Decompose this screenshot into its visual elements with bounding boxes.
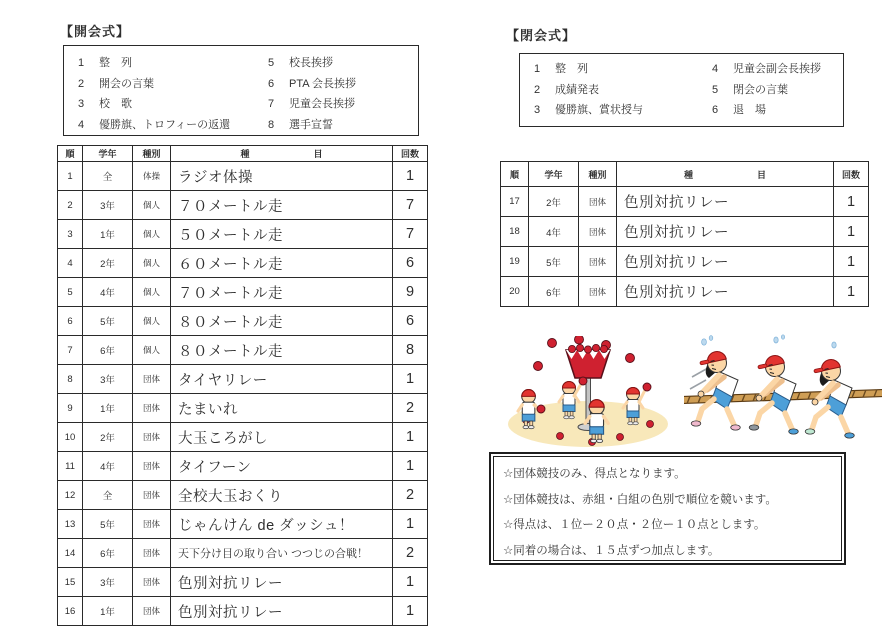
header-grade: 学年 [83, 146, 133, 162]
event-no-cell: 2 [58, 191, 83, 220]
event-grade-cell: 6年 [83, 336, 133, 365]
event-no-cell: 4 [58, 249, 83, 278]
tug-of-war-illustration [684, 333, 882, 451]
event-row [58, 394, 428, 423]
event-grade-cell: 5年 [83, 307, 133, 336]
header-event [171, 146, 393, 162]
note-line: ☆同着の場合は、１５点ずつ加点します。 [503, 544, 720, 557]
ceremony-item-label: 成績発表 [555, 83, 599, 96]
event-count-cell: 1 [834, 187, 869, 217]
event-event-cell: 色別対抗リレー [171, 597, 393, 626]
opening-ceremony-title: 【開会式】 [60, 24, 131, 39]
table-header-row [58, 146, 428, 162]
event-no-cell: 20 [501, 277, 529, 307]
ceremony-item [78, 115, 268, 136]
ceremony-item [268, 115, 356, 136]
basket [566, 344, 610, 378]
event-type-cell: 団体 [579, 217, 617, 247]
opening-ceremony-list-left [78, 53, 268, 135]
sweat-drops [702, 335, 837, 348]
event-count-cell: 2 [393, 481, 428, 510]
header-no: 順 [58, 146, 83, 162]
ceremony-item-label: 校長挨拶 [289, 57, 333, 69]
ceremony-item [78, 53, 268, 74]
ceremony-item-number: 6 [268, 77, 275, 90]
event-event-cell: 色別対抗リレー [617, 247, 834, 277]
event-row [501, 217, 869, 247]
event-grade-cell: 3年 [83, 365, 133, 394]
event-grade-cell: 2年 [83, 249, 133, 278]
event-count-cell: 2 [393, 394, 428, 423]
note-line: ☆団体競技は、赤組・白組の色別で順位を競います。 [503, 493, 777, 506]
event-event-cell: じゃんけん de ダッシュ！ [171, 510, 393, 539]
event-count-cell: 1 [834, 247, 869, 277]
ceremony-item [268, 53, 356, 74]
event-type-cell: 団体 [133, 452, 171, 481]
event-count-cell: 1 [834, 277, 869, 307]
header-event-1: 種 [240, 149, 250, 159]
header-type: 種別 [133, 146, 171, 162]
ceremony-item [268, 94, 356, 115]
event-row [58, 249, 428, 278]
event-type-cell: 団体 [133, 365, 171, 394]
ceremony-item [712, 59, 821, 80]
ceremony-item [534, 59, 712, 80]
event-type-cell: 個人 [133, 307, 171, 336]
event-count-cell: 1 [393, 452, 428, 481]
event-count-cell: 1 [393, 365, 428, 394]
event-event-cell: タイフーン [171, 452, 393, 481]
event-count-cell: 1 [393, 597, 428, 626]
event-type-cell: 個人 [133, 336, 171, 365]
event-type-cell: 団体 [133, 568, 171, 597]
table-header-row [501, 162, 869, 187]
event-no-cell: 11 [58, 452, 83, 481]
header-event [617, 162, 834, 187]
event-grade-cell: 4年 [83, 452, 133, 481]
ceremony-item-number: 2 [78, 77, 85, 90]
ceremony-item-label: 開会の言葉 [99, 77, 154, 90]
event-event-cell: ラジオ体操 [171, 162, 393, 191]
ceremony-item [712, 100, 821, 121]
event-no-cell: 9 [58, 394, 83, 423]
ceremony-item [534, 100, 712, 121]
ceremony-item [712, 80, 821, 101]
event-event-cell: ６０メートル走 [171, 249, 393, 278]
tamaire-illustration [502, 336, 676, 450]
event-row [501, 187, 869, 217]
event-row [501, 247, 869, 277]
event-type-cell: 団体 [133, 394, 171, 423]
event-count-cell: 6 [393, 307, 428, 336]
event-no-cell: 17 [501, 187, 529, 217]
event-event-cell: 天下分け目の取り合い つつじの合戦！ [171, 539, 393, 568]
event-event-cell: ８０メートル走 [171, 336, 393, 365]
ceremony-item-number: 1 [78, 57, 85, 69]
event-count-cell: 8 [393, 336, 428, 365]
event-grade-cell: 6年 [83, 539, 133, 568]
event-event-cell: 全校大玉おくり [171, 481, 393, 510]
ceremony-item-number: 5 [268, 57, 275, 69]
closing-ceremony-list-left [534, 59, 712, 126]
event-row [58, 162, 428, 191]
event-no-cell: 14 [58, 539, 83, 568]
event-type-cell: 団体 [133, 481, 171, 510]
event-no-cell: 6 [58, 307, 83, 336]
ceremony-item-label: 選手宣誓 [289, 118, 333, 131]
ceremony-item-number: 4 [712, 63, 719, 75]
event-count-cell: 2 [393, 539, 428, 568]
event-grade-cell: 5年 [83, 510, 133, 539]
event-count-cell: 1 [393, 162, 428, 191]
event-type-cell: 体操 [133, 162, 171, 191]
event-grade-cell: 4年 [529, 217, 579, 247]
header-type: 種別 [579, 162, 617, 187]
event-no-cell: 7 [58, 336, 83, 365]
event-event-cell: 色別対抗リレー [171, 568, 393, 597]
event-row [58, 423, 428, 452]
event-row [501, 277, 869, 307]
event-count-cell: 7 [393, 220, 428, 249]
event-event-cell: タイヤリレー [171, 365, 393, 394]
ceremony-item-label: 整 列 [99, 57, 132, 69]
ceremony-item-number: 2 [534, 83, 541, 96]
closing-ceremony-box [519, 53, 844, 127]
ceremony-item-label: 優勝旗、トロフィーの返還 [99, 118, 231, 131]
ceremony-item-label: 整 列 [555, 63, 588, 75]
event-no-cell: 18 [501, 217, 529, 247]
event-no-cell: 12 [58, 481, 83, 510]
ceremony-item-label: 閉会の言葉 [733, 83, 788, 96]
event-event-cell: ８０メートル走 [171, 307, 393, 336]
event-row [58, 278, 428, 307]
event-row [58, 365, 428, 394]
event-event-cell: 大玉ころがし [171, 423, 393, 452]
event-no-cell: 3 [58, 220, 83, 249]
ceremony-item-number: 4 [78, 118, 85, 131]
event-grade-cell: 2年 [83, 423, 133, 452]
event-row [58, 597, 428, 626]
event-grade-cell: 全 [83, 481, 133, 510]
header-no: 順 [501, 162, 529, 187]
ceremony-item-number: 3 [78, 98, 85, 110]
ceremony-item-number: 6 [712, 104, 719, 116]
event-count-cell: 1 [393, 568, 428, 597]
event-grade-cell: 1年 [83, 394, 133, 423]
event-type-cell: 団体 [133, 597, 171, 626]
event-grade-cell: 全 [83, 162, 133, 191]
scoring-notes-box [489, 452, 846, 565]
event-type-cell: 団体 [133, 510, 171, 539]
event-grade-cell: 5年 [529, 247, 579, 277]
header-count: 回数 [834, 162, 869, 187]
header-event-2: 目 [313, 149, 323, 159]
puller-1 [691, 350, 740, 430]
event-type-cell: 個人 [133, 191, 171, 220]
event-type-cell: 個人 [133, 249, 171, 278]
event-row [58, 452, 428, 481]
header-event-2: 目 [757, 169, 767, 180]
events-table-opening [57, 145, 428, 626]
event-no-cell: 16 [58, 597, 83, 626]
ceremony-item [534, 80, 712, 101]
event-row [58, 510, 428, 539]
events-table-closing [500, 161, 869, 307]
opening-ceremony-box [63, 45, 419, 136]
event-event-cell: 色別対抗リレー [617, 187, 834, 217]
ceremony-item [268, 74, 356, 95]
closing-ceremony-title: 【閉会式】 [506, 28, 577, 43]
event-no-cell: 1 [58, 162, 83, 191]
event-row [58, 539, 428, 568]
ceremony-item-label: 優勝旗、賞状授与 [555, 104, 643, 116]
ceremony-item-number: 1 [534, 63, 541, 75]
ceremony-item [78, 74, 268, 95]
event-event-cell: ７０メートル走 [171, 278, 393, 307]
event-count-cell: 9 [393, 278, 428, 307]
ceremony-item [78, 94, 268, 115]
event-event-cell: たまいれ [171, 394, 393, 423]
ceremony-item-number: 3 [534, 104, 541, 116]
event-grade-cell: 3年 [83, 568, 133, 597]
event-row [58, 481, 428, 510]
event-row [58, 307, 428, 336]
event-type-cell: 団体 [579, 187, 617, 217]
event-row [58, 191, 428, 220]
event-type-cell: 団体 [133, 423, 171, 452]
ceremony-item-number: 8 [268, 118, 275, 131]
event-count-cell: 6 [393, 249, 428, 278]
ceremony-item-number: 7 [268, 98, 275, 110]
event-no-cell: 13 [58, 510, 83, 539]
header-event-1: 種 [683, 169, 693, 180]
ceremony-item-label: PTA 会長挨拶 [289, 77, 357, 90]
event-grade-cell: 2年 [529, 187, 579, 217]
event-row [58, 220, 428, 249]
event-no-cell: 15 [58, 568, 83, 597]
event-no-cell: 8 [58, 365, 83, 394]
header-count: 回数 [393, 146, 428, 162]
event-count-cell: 1 [393, 510, 428, 539]
note-line: ☆団体競技のみ、得点となります。 [503, 468, 686, 480]
event-row [58, 336, 428, 365]
event-type-cell: 団体 [133, 539, 171, 568]
event-type-cell: 個人 [133, 278, 171, 307]
event-grade-cell: 4年 [83, 278, 133, 307]
ceremony-item-number: 5 [712, 83, 719, 96]
ceremony-item-label: 児童会副会長挨拶 [733, 63, 821, 75]
event-no-cell: 19 [501, 247, 529, 277]
event-count-cell: 1 [834, 217, 869, 247]
event-event-cell: ７０メートル走 [171, 191, 393, 220]
closing-ceremony-list-right [712, 59, 821, 126]
event-no-cell: 10 [58, 423, 83, 452]
ceremony-item-label: 児童会長挨拶 [289, 98, 355, 110]
header-grade: 学年 [529, 162, 579, 187]
event-grade-cell: 3年 [83, 191, 133, 220]
event-grade-cell: 1年 [83, 220, 133, 249]
event-no-cell: 5 [58, 278, 83, 307]
event-type-cell: 個人 [133, 220, 171, 249]
event-count-cell: 7 [393, 191, 428, 220]
note-line: ☆得点は、１位ー２０点・２位ー１０点とします。 [503, 519, 766, 531]
scoring-notes-list [493, 456, 842, 561]
event-row [58, 568, 428, 597]
ceremony-item-label: 校 歌 [99, 98, 132, 110]
event-type-cell: 団体 [579, 277, 617, 307]
opening-ceremony-list-right [268, 53, 356, 135]
event-count-cell: 1 [393, 423, 428, 452]
event-event-cell: ５０メートル走 [171, 220, 393, 249]
ceremony-item-label: 退 場 [733, 104, 766, 116]
event-grade-cell: 1年 [83, 597, 133, 626]
event-event-cell: 色別対抗リレー [617, 277, 834, 307]
event-event-cell: 色別対抗リレー [617, 217, 834, 247]
event-type-cell: 団体 [579, 247, 617, 277]
event-grade-cell: 6年 [529, 277, 579, 307]
